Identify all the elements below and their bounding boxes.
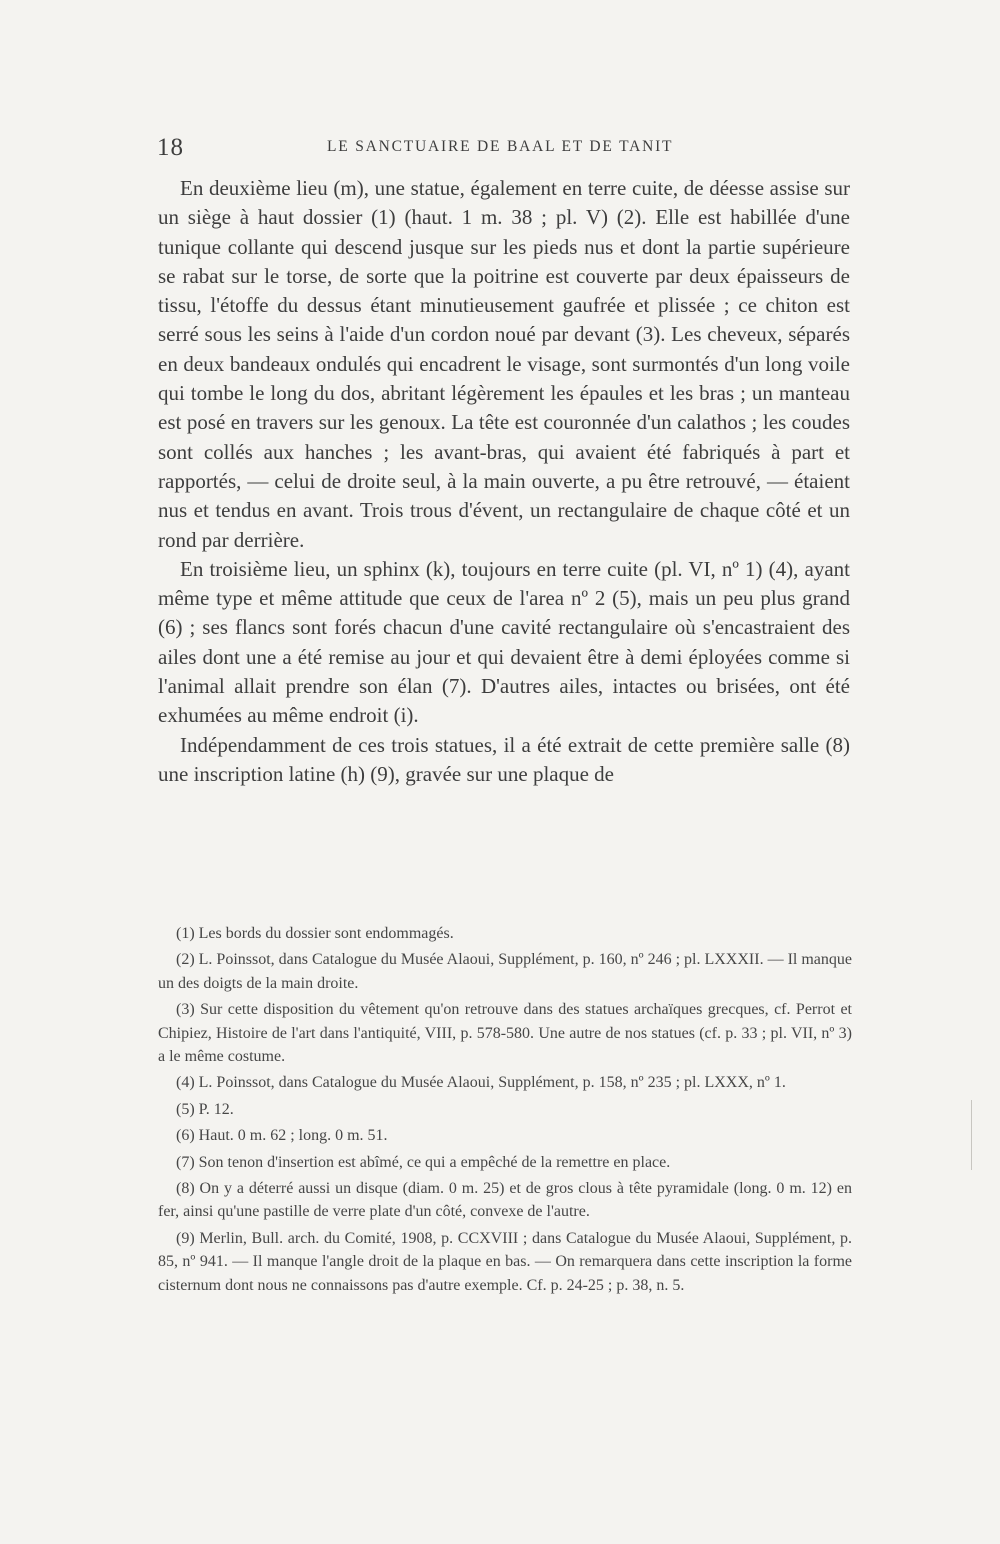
paragraph: En deuxième lieu (m), une statue, également en terre cuite, de déesse assise sur un siège à haut dossier (1) (haut. 1 m. 38 ; pl. V) (2). Elle est habillée d'une tunique collante qui descend jusque sur les pieds nus et dont la partie supérieure se rabat sur le torse, de sorte que la poitrine est couverte par deux épaisseurs de tissu, l'étoffe du dessus étant minutieusement gaufrée et plissée ; ce chiton est serré sous les seins à l'aide d'un cordon noué par devant (3). Les cheveux, séparés en deux bandeaux ondulés qui encadrent le visage, sont surmontés d'un long voile qui tombe le long du dos, abritant légèrement les épaules et les bras ; un manteau est posé en travers sur les genoux. La tête est couronnée d'un calathos ; les coudes sont collés aux hanches ; les avant-bras, qui avaient été fabriqués à part et rapportés, — celui de droite seul, à la main ouverte, a pu être retrouvé, — étaient nus et tendus en avant. Trois trous d'évent, un rectangulaire de chaque côté et un rond par derrière. xyxy=(158,176,850,552)
footnotes xyxy=(158,922,852,1300)
footnote: (1) Les bords du dossier sont endommagés. xyxy=(176,925,454,942)
footnote: (2) L. Poinssot, dans Catalogue du Musée Alaoui, Supplément, p. 160, nº 246 ; pl. LXXXII. — Il manque un des doigts de la main droite. xyxy=(158,951,852,992)
page-number: 18 xyxy=(157,134,184,161)
paragraph: Indépendamment de ces trois statues, il a été extrait de cette première salle (8) une inscription latine (h) (9), gravée sur une plaque de xyxy=(158,732,850,786)
body-text xyxy=(158,174,850,789)
running-title: LE SANCTUAIRE DE BAAL ET DE TANIT xyxy=(327,138,674,155)
footnote: (3) Sur cette disposition du vêtement qu'on retrouve dans des statues archaïques grecques, cf. Perrot et Chipiez, Histoire de l'art dans l'antiquité, VIII, p. 578-580. Une autre de nos statues (cf. p. 33 ; pl. VII, nº 3) a le même costume. xyxy=(158,1001,852,1066)
footnote: (7) Son tenon d'insertion est abîmé, ce qui a empêché de la remettre en place. xyxy=(176,1153,671,1171)
footnote: (8) On y a déterré aussi un disque (diam. 0 m. 25) et de gros clous à tête pyramidale (long. 0 m. 12) en fer, ainsi qu'une pastille de verre plate d'un côté, convexe de l'autre. xyxy=(158,1180,852,1221)
footnote: (4) L. Poinssot, dans Catalogue du Musée Alaoui, Supplément, p. 158, nº 235 ; pl. LXXX, nº 1. xyxy=(176,1074,786,1092)
footnote: (6) Haut. 0 m. 62 ; long. 0 m. 51. xyxy=(176,1127,388,1145)
page-edge-mark xyxy=(971,1100,972,1170)
page-header xyxy=(157,130,851,164)
paragraph: En troisième lieu, un sphinx (k), toujours en terre cuite (pl. VI, nº 1) (4), ayant même type et même attitude que ceux de l'area nº 2 (5), mais un peu plus grand (6) ; ses flancs sont forés chacun d'une cavité rectangulaire où s'encastraient des ailes dont une a été remise au jour et qui devaient être à demi éployées comme si l'animal allait prendre son élan (7). D'autres ailes, intactes ou brisées, ont été exhumées au même endroit (i). xyxy=(158,556,850,728)
footnote: (5) P. 12. xyxy=(176,1100,234,1118)
footnote: (9) Merlin, Bull. arch. du Comité, 1908, p. CCXVIII ; dans Catalogue du Musée Alaoui, Supplément, p. 85, nº 941. — Il manque l'angle droit de la plaque en bas. — On remarquera dans cette inscription la forme cisternum dont nous ne connaissons pas d'autre exemple. Cf. p. 24-25 ; p. 38, n. 5. xyxy=(158,1229,852,1294)
